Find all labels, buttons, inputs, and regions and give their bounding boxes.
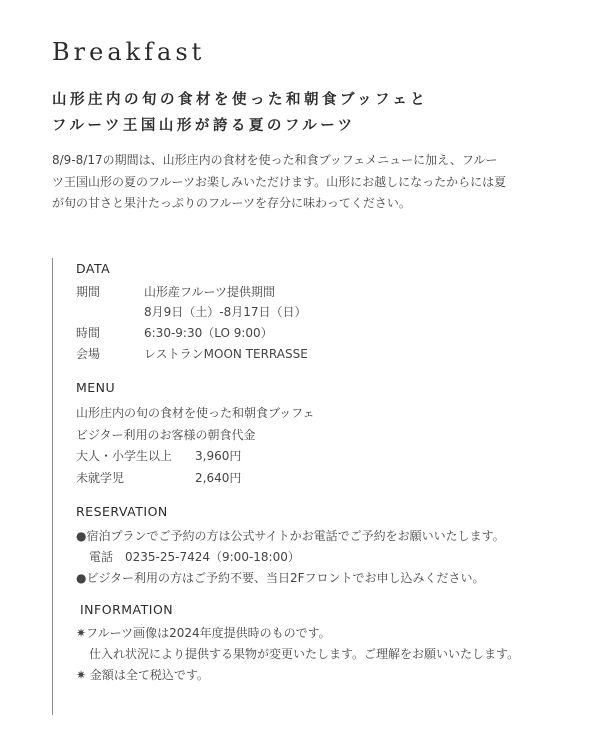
reservation-line-1: ●宿泊プランでご予約の方は公式サイトかお電話でご予約をお願いいたします。 [76,529,505,543]
information-heading: INFORMATION [80,602,174,617]
information-line-3: ✷ 金額は全て税込です。 [76,668,209,682]
headline [52,87,428,139]
adult-price: 3,960円 [195,449,242,463]
period-row [76,283,275,300]
information-line-2: 仕入れ状況により提供する果物が変更いたします。ご理解をお願いいたします。 [89,647,520,661]
data-heading: DATA [76,261,111,276]
child-price-row [76,469,242,486]
period-line-1: 山形産フルーツ提供期間 [144,285,276,299]
venue-value: レストランMOON TERRASSE [144,347,308,361]
venue-label: 会場 [76,347,101,361]
intro-paragraph [52,150,564,215]
vertical-divider [52,258,53,715]
time-value: 6:30-9:30（LO 9:00） [144,326,273,340]
child-label: 未就学児 [76,471,125,485]
period-row-2 [76,303,307,320]
adult-price-row [76,447,242,464]
intro-line-1: 8/9-8/17の期間は、山形庄内の食材を使った和食ブッフェメニューに加え、フルー [52,153,498,167]
reservation-phone: 電話 0235-25-7424（9:00-18:00） [89,550,300,564]
period-label: 期間 [76,285,101,299]
venue-row [76,345,308,362]
headline-line-2: フルーツ王国山形が誇る夏のフルーツ [52,118,356,134]
reservation-heading: RESERVATION [76,504,168,519]
time-label: 時間 [76,326,101,340]
menu-heading: MENU [76,380,116,395]
intro-line-2: ツ王国山形の夏のフルーツお楽しみいただけます。山形にお越しになったからには夏 [52,174,507,189]
time-row [76,324,273,341]
reservation-line-3: ●ビジター利用の方はご予約不要、当日2Fフロントでお申し込みください。 [76,571,485,585]
period-line-2: 8月9日（土）-8月17日（日） [144,305,307,319]
headline-line-1: 山形庄内の旬の食材を使った和朝食ブッフェと [52,92,429,108]
menu-line-1: 山形庄内の旬の食材を使った和朝食ブッフェ [76,406,315,420]
page-title: Breakfast [52,38,206,66]
adult-label: 大人・小学生以上 [76,449,173,463]
intro-line-3: が旬の甘さと果汁たっぷりのフルーツを存分に味わってください。 [52,196,411,210]
information-line-1: ✷フルーツ画像は2024年度提供時のものです。 [76,626,331,640]
menu-line-2: ビジター利用のお客様の朝食代金 [76,428,256,442]
child-price: 2,640円 [195,471,242,485]
